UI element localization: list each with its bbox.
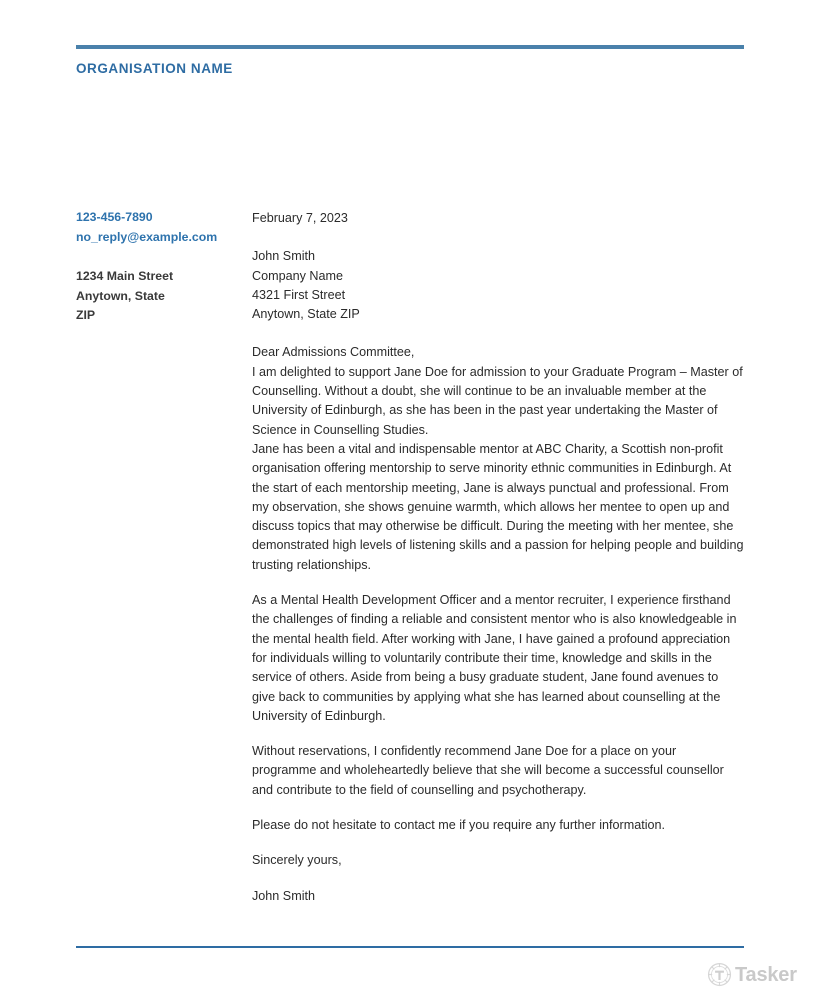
footer-divider: [76, 946, 744, 948]
recipient-line-1: John Smith: [252, 249, 315, 264]
sender-block: [76, 208, 236, 326]
body-paragraph-5: Please do not hesitate to contact me if you require any further information.: [252, 818, 666, 833]
sender-email[interactable]: no_reply@example.com: [76, 229, 218, 244]
organisation-name: ORGANISATION NAME: [76, 61, 233, 76]
letter-body: [252, 209, 744, 906]
letter-date: February 7, 2023: [252, 211, 348, 225]
salutation: Dear Admissions Committee,: [252, 345, 415, 360]
sender-address-line-3: ZIP: [76, 308, 96, 322]
signature-name: John Smith: [252, 888, 315, 903]
tasker-emblem-icon: [707, 962, 732, 987]
tasker-watermark-label: Tasker: [735, 963, 797, 986]
sender-phone[interactable]: 123-456-7890: [76, 210, 153, 224]
body-paragraph-3: As a Mental Health Development Officer and a mentor recruiter, I experience firsthand the challenges of finding a reliable and consistent mentor who is also knowledgeable in the mental health field. After working with Jane, I have gained a profound appreciation for individuals willing to voluntarily contribute their time, knowledge and skills in the service of others. Aside from being a busy graduate student, Jane found avenues to give back to communities by applying what she has learned about counselling at the University of Edinburgh.: [252, 593, 737, 723]
sender-address-line-1: 1234 Main Street: [76, 269, 174, 283]
recipient-line-4: Anytown, State ZIP: [252, 307, 360, 322]
recipient-block: [252, 247, 744, 324]
tasker-watermark: [707, 962, 797, 987]
body-paragraph-1: I am delighted to support Jane Doe for admission to your Graduate Program – Master of Counselling. Without a doubt, she will continue to be an invaluable member at the University of Edinburgh, as she has been in the past year undertaking the Master of Science in Counselling Studies.: [252, 364, 743, 437]
body-paragraph-4: Without reservations, I confidently recommend Jane Doe for a place on your programme and wholeheartedly believe that she will become a successful counsellor and contribute to the field of counselling and psychotherapy.: [252, 744, 724, 797]
recipient-line-3: 4321 First Street: [252, 287, 346, 302]
recipient-line-2: Company Name: [252, 268, 343, 283]
closing-salutation: Sincerely yours,: [252, 853, 342, 868]
sender-address: [76, 267, 236, 326]
sender-contact: [76, 208, 236, 247]
body-paragraph-2: Jane has been a vital and indispensable mentor at ABC Charity, a Scottish non-profit organisation offering mentorship to serve minority ethnic communities in Edinburgh. At the start of each mentorship meeting, Jane is always punctual and professional. From my observation, she shows genuine warmth, which allows her mentee to open up and discuss topics that may otherwise be difficult. During the meeting with her mentee, she demonstrated high levels of listening skills and a passion for helping people and building trusting relationships.: [252, 441, 744, 572]
sender-address-line-2: Anytown, State: [76, 288, 165, 303]
header-divider: [76, 45, 744, 49]
salutation-block: [252, 343, 744, 439]
